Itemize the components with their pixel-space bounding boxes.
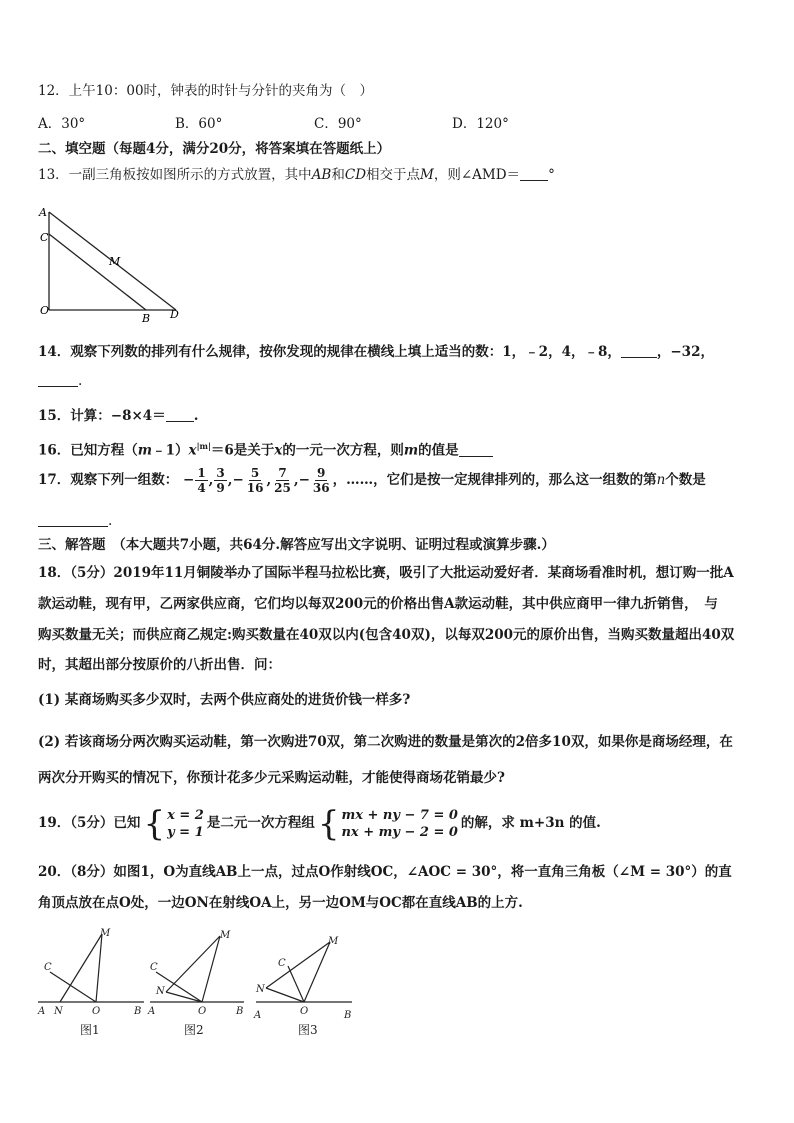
question-13-stem: 13．一副三角板按如图所示的方式放置，其中AB和CD相交于点M，则∠AMD＝ °: [38, 167, 555, 183]
label-b: B: [142, 312, 151, 324]
label-a: A: [39, 206, 47, 219]
label-d: D: [170, 308, 179, 321]
option-d: D．120°: [452, 116, 509, 132]
fig3-label-a: A: [254, 1010, 262, 1021]
question-19: 19．（5分）已知 { x = 2 y = 1 是二元一次方程组 { mx + ny − 7 = 0 nx + my − 2 = 0 的解，求 m+3n 的值.: [38, 803, 601, 844]
question-18-line-3: 购买数量无关；而供应商乙规定:购买数量在40双以内(包含40双)，以每双200元的原价出售，当购买数量超出40双: [38, 627, 735, 643]
angle-figures-q20: [34, 926, 374, 1044]
fig1-ray-oc: [50, 972, 96, 1002]
label-c: C: [40, 231, 49, 244]
sequence-term-4: $\frac{7}{25}$: [274, 466, 291, 495]
question-14-continued: .: [38, 372, 82, 390]
option-c: C．90°: [314, 116, 362, 132]
question-20-line-1: 20．（8分）如图1，O为直线AB上一点，过点O作射线OC，∠AOC = 30°，将一直角三角板（∠M = 30°）的直: [38, 864, 732, 880]
fig1-label-c: C: [44, 962, 52, 973]
fig2-label-o: O: [198, 1006, 207, 1017]
question-17-continued: .: [38, 512, 112, 530]
fig3-label-n: N: [256, 984, 265, 995]
equation-system: { mx + ny − 7 = 0 nx + my − 2 = 0: [317, 803, 458, 844]
fig1-label-m: M: [100, 928, 111, 939]
fig2-label-b: B: [236, 1006, 244, 1017]
fig1-label-o: O: [92, 1006, 101, 1017]
question-18-part-2-line-2: 两次分开购买的情况下，你预计花多少元采购运动鞋，才能使得商场花销最少?: [38, 770, 505, 786]
fig2-label-a: A: [148, 1006, 156, 1017]
fig3-label-c: C: [278, 958, 286, 969]
solution-system: { x = 2 y = 1: [143, 803, 204, 844]
fig3-label-b: B: [344, 1010, 352, 1021]
question-20-line-2: 角顶点放在点O处，一边ON在射线OA上，另一边OM与OC都在直线AB的上方.: [38, 895, 523, 911]
question-18-line-4: 时，其超出部分按原价的八折出售．问：: [38, 657, 281, 673]
segment-cb: [49, 234, 146, 310]
fig3-label-m: M: [328, 936, 339, 947]
question-16: 16．已知方程$(m﹣1)x^{|m|}=6$是关于x的一元一次方程，则m的值是: [38, 437, 493, 460]
fig2-label-n: N: [156, 986, 165, 997]
label-o: O: [40, 304, 50, 317]
question-12-options: [38, 115, 738, 133]
sequence-term-2: $\frac{3}{9}$: [216, 466, 225, 495]
question-14: 14．观察下列数的排列有什么规律，按你发现的规律在横线上填上适当的数：1，﹣2，4，﹣8， ，−32，: [38, 344, 714, 360]
fig1-label-b: B: [134, 1006, 142, 1017]
triangle-figure-q13: [36, 204, 186, 324]
sequence-term-3: − $\frac{5}{16}$: [232, 466, 264, 495]
question-15: 15．计算：−8×4＝ .: [38, 408, 199, 424]
section-2-heading: 二、填空题（每题4分，满分20分，将答案填在答题纸上）: [38, 141, 391, 157]
fig1-side-om: [96, 934, 102, 1002]
fig2-label-c: C: [150, 962, 158, 973]
question-18-line-1: 18．（5分）2019年11月铜陵举办了国际半程马拉松比赛，吸引了大批运动爱好者．某商场看准时机，想订购一批A: [38, 565, 734, 581]
question-17: 17．观察下列一组数： − $\frac{1}{4}$ , $\frac{3}{9}$ ,− $\frac{5}{16}$ , $\frac{7}{25}$ ,− $\frac{9}{36}$ ，……，它们是按一定规律排列的，那么这一组数的第n个数是: [38, 466, 706, 495]
sequence-term-5: − $\frac{9}{36}$: [298, 466, 330, 495]
fig2-side-on: [166, 992, 202, 1002]
figure-2-caption: 图2: [184, 1023, 204, 1037]
option-a: A．30°: [38, 116, 86, 132]
label-m: M: [109, 255, 121, 268]
figure-1-caption: 图1: [80, 1023, 100, 1037]
fig2-label-m: M: [220, 930, 231, 941]
fig3-label-o: O: [300, 1006, 309, 1017]
section-3-heading: 三、解答题 （本大题共7小题，共64分.解答应写出文字说明、证明过程或演算步骤.）: [38, 537, 555, 553]
question-18-part-1: (1) 某商场购买多少双时，去两个供应商处的进货价钱一样多?: [38, 692, 411, 708]
figure-3-caption: 图3: [298, 1023, 318, 1037]
fig1-label-n: N: [54, 1006, 63, 1017]
question-18-line-2: 款运动鞋，现有甲，乙两家供应商，它们均以每双200元的价格出售A款运动鞋，其中供应商甲一律九折销售， 与: [38, 596, 718, 612]
sequence-term-1: − $\frac{1}{4}$: [183, 466, 206, 495]
fig1-label-a: A: [38, 1006, 46, 1017]
question-12-stem: 12．上午10：00时，钟表的时针与分针的夹角为（ ）: [38, 83, 374, 99]
question-18-part-2-line-1: (2) 若该商场分两次购买运动鞋，第一次购进70双，第二次购进的数量是第次的2倍多10双，如果你是商场经理，在: [38, 734, 733, 750]
option-b: B．60°: [175, 116, 223, 132]
